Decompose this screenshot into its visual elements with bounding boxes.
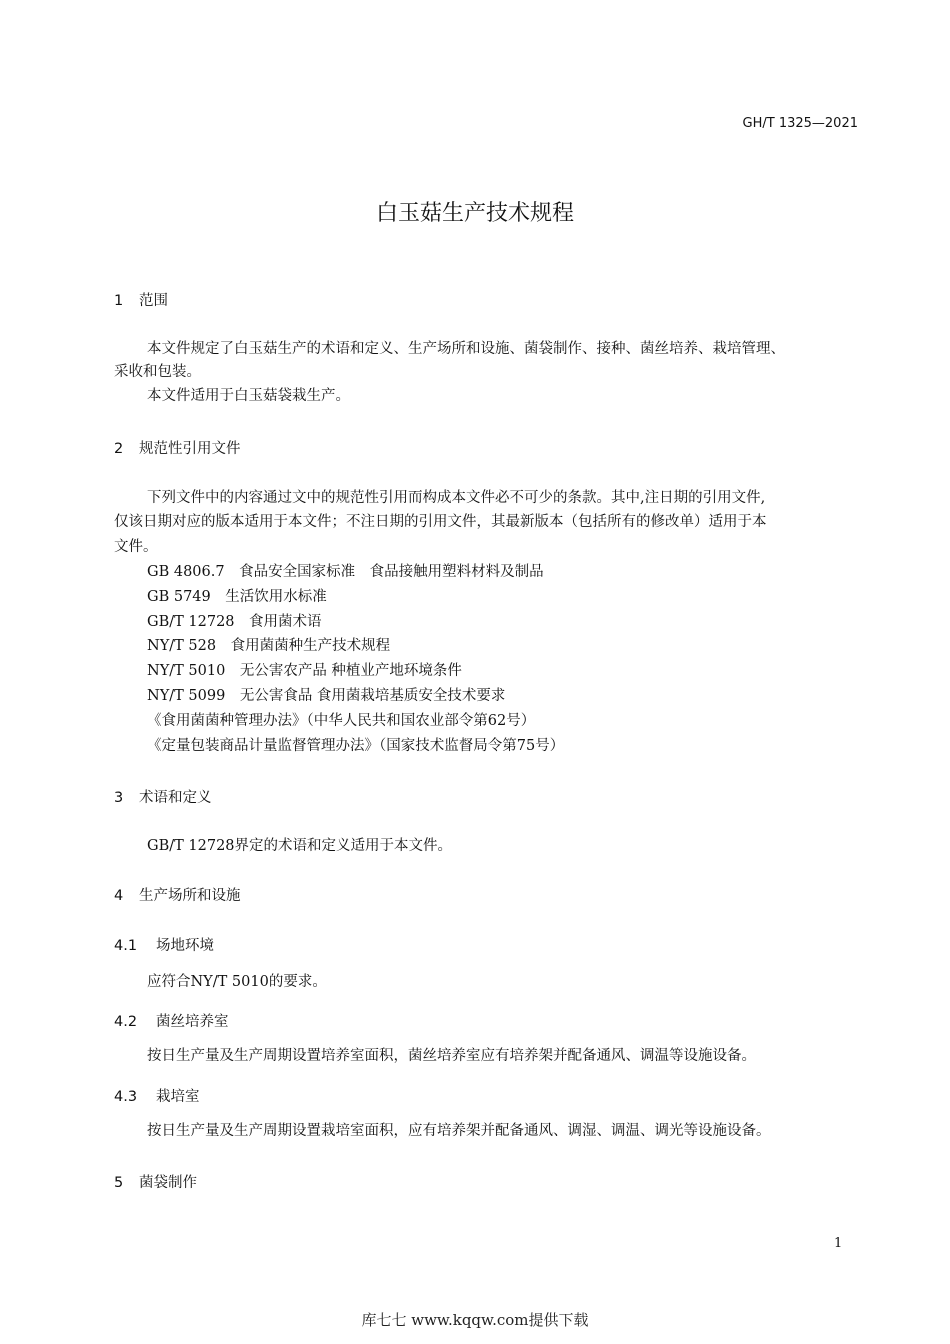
section-title: 术语和定义: [139, 790, 212, 806]
paragraph-line: 应符合NY/T 5010的要求。: [147, 974, 327, 990]
section-number: 2: [114, 441, 124, 457]
reference-item: NY/T 5010 无公害农产品 种植业产地环境条件: [147, 663, 462, 679]
paragraph-line: 仅该日期对应的版本适用于本文件；不注日期的引用文件，其最新版本（包括所有的修改单）适用于本: [114, 514, 767, 530]
section-5-heading: [114, 1171, 197, 1192]
subsection-title: 菌丝培养室: [156, 1014, 229, 1030]
subsection-number: 4.2: [114, 1014, 138, 1030]
reference-item: NY/T 5099 无公害食品 食用菌栽培基质安全技术要求: [147, 688, 506, 704]
subsection-title: 栽培室: [156, 1089, 200, 1105]
section-3-heading: [114, 786, 212, 807]
paragraph-line: 采收和包装。: [114, 364, 201, 380]
section-number: 3: [114, 790, 124, 806]
subsection-number: 4.3: [114, 1089, 138, 1105]
reference-item: NY/T 528 食用菌菌种生产技术规程: [147, 638, 391, 654]
section-1-heading: [114, 289, 168, 310]
footer-watermark: 库七七 www.kqqw.com提供下载: [361, 1311, 589, 1329]
section-title: 规范性引用文件: [139, 441, 241, 457]
paragraph-line: 本文件规定了白玉菇生产的术语和定义、生产场所和设施、菌袋制作、接种、菌丝培养、栽培管理、: [147, 341, 785, 357]
subsection-4-2-heading: [114, 1010, 229, 1031]
section-title: 菌袋制作: [139, 1175, 197, 1191]
paragraph-line: 按日生产量及生产周期设置栽培室面积，应有培养架并配备通风、调湿、调温、调光等设施设备。: [147, 1123, 771, 1139]
reference-item: GB 5749 生活饮用水标准: [147, 589, 327, 605]
section-title: 范围: [139, 293, 168, 309]
reference-item: 《定量包装商品计量监督管理办法》（国家技术监督局令第75号）: [147, 738, 565, 754]
subsection-4-3-heading: [114, 1085, 200, 1106]
paragraph-line: 文件。: [114, 539, 158, 555]
section-number: 5: [114, 1175, 124, 1191]
section-2-heading: [114, 437, 241, 458]
paragraph-line: 下列文件中的内容通过文中的规范性引用而构成本文件必不可少的条款。其中,注日期的引用文件,: [147, 490, 766, 506]
section-number: 1: [114, 293, 124, 309]
reference-item: GB 4806.7 食品安全国家标准 食品接触用塑料材料及制品: [147, 564, 544, 580]
subsection-4-1-heading: [114, 934, 214, 955]
standard-code: GH/T 1325—2021: [742, 116, 858, 131]
subsection-title: 场地环境: [156, 938, 214, 954]
subsection-number: 4.1: [114, 938, 138, 954]
document-title: 白玉菇生产技术规程: [375, 201, 574, 226]
section-title: 生产场所和设施: [139, 888, 241, 904]
reference-item: GB/T 12728 食用菌术语: [147, 614, 322, 630]
section-number: 4: [114, 888, 124, 904]
reference-item: 《食用菌菌种管理办法》（中华人民共和国农业部令第62号）: [147, 713, 536, 729]
paragraph-line: GB/T 12728界定的术语和定义适用于本文件。: [147, 838, 453, 854]
paragraph-line: 本文件适用于白玉菇袋栽生产。: [147, 388, 350, 404]
paragraph-line: 按日生产量及生产周期设置培养室面积，菌丝培养室应有培养架并配备通风、调温等设施设备。: [147, 1048, 756, 1064]
section-4-heading: [114, 884, 241, 905]
page-number: 1: [834, 1236, 843, 1251]
